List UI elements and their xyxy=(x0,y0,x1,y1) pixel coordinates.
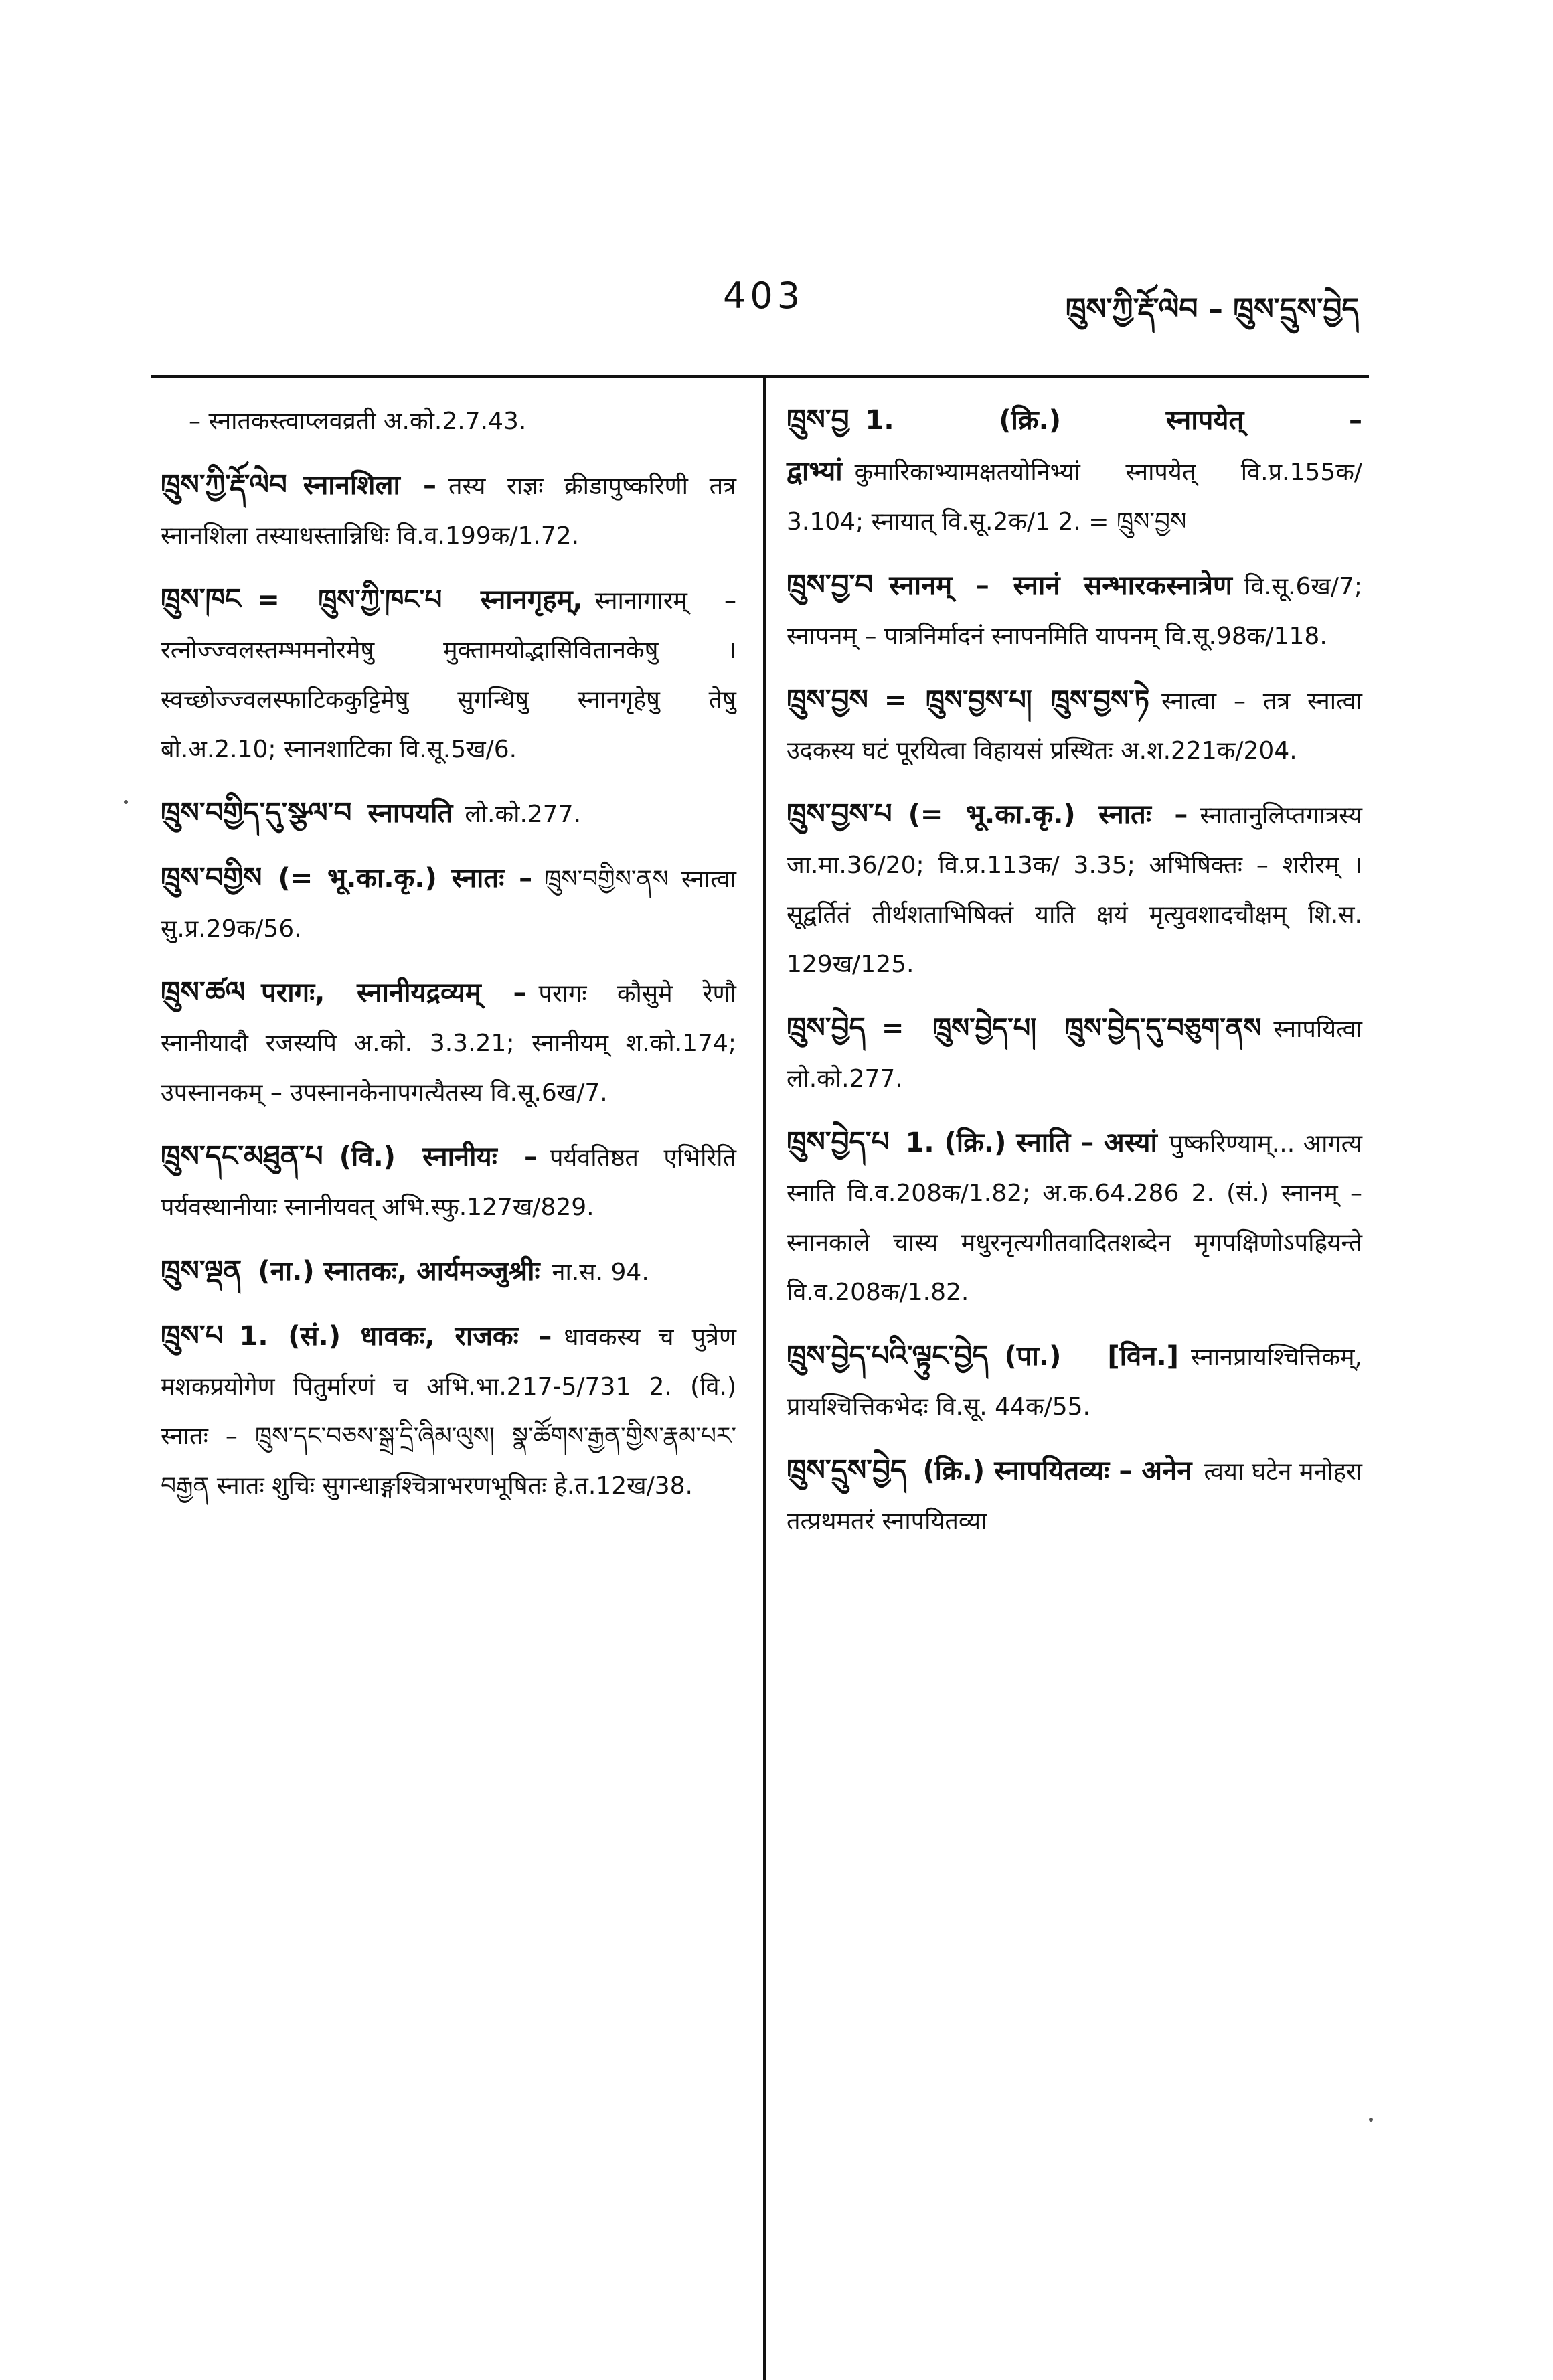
entry-text: लो.को.277. xyxy=(465,801,582,828)
entry xyxy=(787,789,1362,989)
entry-text: ना.स. 94. xyxy=(552,1259,649,1286)
equivalent: स्नानशिला – xyxy=(303,470,436,501)
headword: ཁྲུས་བྱ xyxy=(787,403,849,436)
equivalent: 1. (क्रि.) स्नापयेत् – द्वाभ्यां xyxy=(787,405,1362,487)
equivalent: परागः, स्नानीयद्रव्यम् – xyxy=(261,977,527,1008)
equivalent: (= भू.का.कृ.) स्नातः – xyxy=(278,863,533,894)
headword: ཁྲུས་དང་མཐུན་པ xyxy=(161,1139,323,1172)
headword: ཁྲུས་བྱེད་པ xyxy=(787,1125,890,1158)
entry-text: धावकस्य च पुत्रेण मशकप्रयोगेण पितुर्मारणं च अभि.भा.217-5/731 2. (वि.) स्नातः – ཁྲུས་དང་བཅས་སྒྲ་དྲི་ཞིམ་ལུས། སྣ་ཚོགས་རྒྱན་གྱིས་རྣམ་པར་བརྒྱན स्नातः शुचिः सुगन्धाङ्गश्चित्राभरणभूषितः हे.त.12ख/38. xyxy=(161,1324,736,1500)
entry xyxy=(161,1311,736,1511)
entry-text: त्वया घटेन मनोहरा तत्प्रथमतरं स्नापयितव्या xyxy=(787,1458,1362,1535)
equivalent: (ना.) स्नातकः, आर्यमञ्जुश्रीः xyxy=(258,1256,540,1287)
entry xyxy=(787,675,1362,776)
entry xyxy=(787,1117,1362,1318)
equivalent: (वि.) स्नानीयः – xyxy=(339,1141,538,1172)
entry-text: स्नापयित्वा लो.को.277. xyxy=(787,1016,1362,1093)
entry xyxy=(161,395,736,447)
left-column xyxy=(161,395,736,1524)
entry xyxy=(161,788,736,840)
headword: ཁྲུས་བྱ་བ xyxy=(787,568,874,601)
headword: ཁྲུས་ཀྱི་རྡོ་ལེབ xyxy=(161,468,287,501)
equivalent: (क्रि.) स्नापयितव्यः – अनेन xyxy=(922,1455,1192,1486)
equivalent: = ཁྲུས་ཀྱི་ཁང་པ स्नानगृहम्, xyxy=(257,584,583,615)
entry-text: पर्यवतिष्ठत एभिरिति पर्यवस्थानीयाः स्नानीयवत् अभि.स्फु.127ख/829. xyxy=(161,1144,736,1221)
entry-text: स्नानप्रायश्चित्तिकम्, प्रायश्चित्तिकभेदः वि.सू. 44क/55. xyxy=(787,1344,1362,1421)
entry xyxy=(787,395,1362,547)
entry-text: परागः कौसुमे रेणौ स्नानीयादौ रजस्यपि अ.को. 3.3.21; स्नानीयम् श.को.174; उपस्नानकम् – उपस्नानकेनापगत्यैतस्य वि.सू.6ख/7. xyxy=(161,980,736,1107)
entry-text: स्नातानुलिप्तगात्रस्य जा.मा.36/20; वि.प्र.113क/ 3.35; अभिषिक्तः – शरीरम् । सूद्वर्तितं तीर्थशताभिषिक्तं याति क्षयं मृत्युवशादचौक्षम् शि.स. 129ख/125. xyxy=(787,802,1362,978)
headword: ཁྲུས་ཚལ xyxy=(161,975,246,1008)
entry-text: – स्नातकस्त्वाप्लवव्रती अ.को.2.7.43. xyxy=(189,408,527,435)
right-column xyxy=(787,395,1362,1560)
headword: ཁྲུས་བྱས་པ xyxy=(787,797,892,830)
headword: ཁྲུས་པ xyxy=(161,1319,224,1352)
entry-text: स्नानागारम् – रत्नोज्ज्वलस्तम्भमनोरमेषु मुक्तामयोद्भासिवितानकेषु । स्वच्छोज्ज्वलस्फाटिककुट्टिमेषु सुगन्धिषु स्नानगृहेषु तेषु बो.अ.2.10; स्नानशाटिका वि.सू.5ख/6. xyxy=(161,587,736,763)
equivalent: (पा.) [विन.] xyxy=(1004,1341,1179,1372)
headword: ཁྲུས་བྱས xyxy=(787,683,868,716)
entry xyxy=(161,853,736,954)
column-divider xyxy=(763,378,766,2380)
headword: ཁྲུས་བྱེད་པའི་ལྟུང་བྱེད xyxy=(787,1339,989,1372)
entry-text: स्नात्वा – तत्र स्नात्वा उदकस्य घटं पूरयित्वा विहायसं प्रस्थितः अ.श.221क/204. xyxy=(787,688,1362,765)
equivalent: स्नापयति xyxy=(367,798,453,829)
equivalent: स्नानम् – स्नानं सन्भारकस्नात्रेण xyxy=(889,570,1232,601)
equivalent: = ཁྲུས་བྱས་པ། ཁྲུས་བྱས་ཏེ xyxy=(884,685,1150,716)
entry xyxy=(787,1445,1362,1546)
entry xyxy=(787,1003,1362,1104)
entry-text: ཁྲུས་བགྱིས་ནས स्नात्वा सु.प्र.29क/56. xyxy=(161,866,736,943)
equivalent: (= भू.का.कृ.) स्नातः – xyxy=(908,799,1188,830)
scan-speck xyxy=(124,800,128,804)
headword: ཁྲུས་བགྱིད་དུ་སྩལ་བ xyxy=(161,796,352,829)
scan-speck xyxy=(1369,2118,1373,2122)
headword: ཁྲུས་དྲུས་བྱེད xyxy=(787,1453,907,1486)
entry-text: पुष्करिण्याम्... आगत्य स्नाति वि.व.208क/1.82; अ.क.64.286 2. (सं.) स्नानम् – स्नानकाले चास्य मधुरनृत्यगीतवादितशब्देन मृगपक्षिणोऽपह्रियन्ते वि.व.208क/1.82. xyxy=(787,1130,1363,1306)
entry-text: तस्य राज्ञः क्रीडापुष्करिणी तत्र स्नानशिला तस्याधस्तान्निधिः वि.व.199क/1.72. xyxy=(161,473,736,550)
entry xyxy=(161,460,736,561)
entry xyxy=(161,574,736,775)
entry xyxy=(161,1246,736,1297)
headword: ཁྲུས་བགྱིས xyxy=(161,861,262,894)
headword: ཁྲུས་བྱེད xyxy=(787,1011,866,1044)
entry xyxy=(787,560,1362,661)
equivalent: = ཁྲུས་བྱེད་པ། ཁྲུས་བྱེད་དུ་བཅུག་ནས xyxy=(881,1013,1262,1044)
entry xyxy=(161,1131,736,1233)
equivalent: 1. (क्रि.) स्नाति – अस्यां xyxy=(905,1127,1157,1158)
page-number: 403 xyxy=(723,274,805,317)
headword: ཁྲུས་ལྡན xyxy=(161,1254,242,1287)
entry xyxy=(787,1331,1362,1432)
top-rule xyxy=(151,375,1369,378)
running-head: ཁྲུས་ཀྱི་རྡོ་ལེབ – ཁྲུས་དྲུས་བྱེད xyxy=(1065,292,1359,326)
entry-text: वि.सू.6ख/7; स्नापनम् – पात्रनिर्मादनं स्नापनमिति यापनम् वि.सू.98क/118. xyxy=(787,573,1362,650)
entry xyxy=(161,967,736,1118)
equivalent: 1. (सं.) धावकः, राजकः – xyxy=(239,1321,552,1352)
entry-text: कुमारिकाभ्यामक्षतयोनिभ्यां स्नापयेत् वि.प्र.155क/ 3.104; स्नायात् वि.सू.2क/1 2. = ཁྲུས་བྱས xyxy=(787,459,1362,536)
headword: ཁྲུས་ཁང xyxy=(161,582,242,615)
